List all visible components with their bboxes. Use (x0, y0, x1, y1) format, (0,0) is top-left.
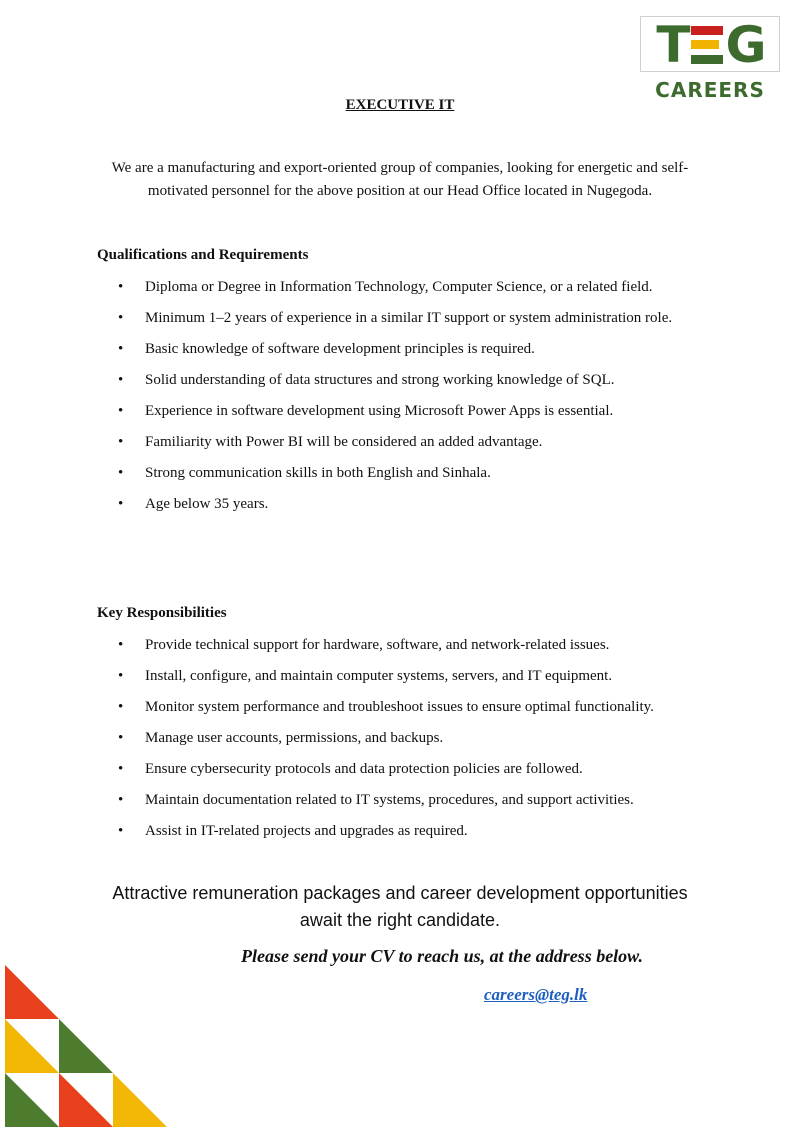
list-item (97, 821, 707, 841)
list-item (97, 697, 707, 717)
qualifications-list (97, 277, 707, 525)
intro-paragraph: We are a manufacturing and export-oriented group of companies, looking for energetic and self-motivated personnel for the above position at our Head Office located in Nugegoda. (111, 160, 689, 199)
list-item (97, 432, 707, 452)
remuneration-statement: Attractive remuneration packages and career development opportunities await the right candidate. (112, 883, 688, 930)
list-item (97, 759, 707, 779)
list-item-text: Provide technical support for hardware, software, and network-related issues. (145, 637, 610, 653)
list-item (97, 339, 707, 359)
list-item-text: Experience in software development using Microsoft Power Apps is essential. (145, 403, 614, 419)
list-item-text: Monitor system performance and troubleshoot issues to ensure optimal functionality. (145, 699, 654, 715)
bullet-icon: • (118, 465, 124, 481)
bullet-icon: • (118, 403, 124, 419)
bullet-icon: • (118, 637, 124, 653)
bullet-icon: • (118, 823, 124, 839)
bullet-icon: • (118, 792, 124, 808)
list-item (97, 308, 707, 328)
list-item-text: Basic knowledge of software development principles is required. (145, 341, 535, 357)
logo-striped-e-icon (691, 25, 725, 65)
corner-triangles-pattern-icon (0, 963, 170, 1131)
list-item-text: Install, configure, and maintain computer systems, servers, and IT equipment. (145, 668, 613, 684)
bullet-icon: • (118, 699, 124, 715)
bullet-icon: • (118, 310, 124, 326)
responsibilities-list (97, 635, 707, 852)
list-item (97, 635, 707, 655)
bullet-icon: • (118, 730, 124, 746)
responsibilities-heading: Key Responsibilities (97, 605, 227, 621)
bullet-icon: • (118, 668, 124, 684)
bullet-icon: • (118, 761, 124, 777)
qualifications-heading: Qualifications and Requirements (97, 247, 309, 263)
bullet-icon: • (118, 496, 124, 512)
email-link[interactable]: careers@teg.lk (484, 985, 588, 1004)
send-cv-instruction: Please send your CV to reach us, at the address below. (241, 946, 644, 966)
bullet-icon: • (118, 372, 124, 388)
list-item (97, 666, 707, 686)
list-item (97, 277, 707, 297)
logo-letter-g: G (725, 16, 766, 74)
list-item-text: Maintain documentation related to IT systems, procedures, and support activities. (145, 792, 634, 808)
list-item-text: Assist in IT-related projects and upgrades as required. (145, 823, 468, 839)
logo-box (640, 16, 780, 72)
list-item (97, 401, 707, 421)
logo-letter-t: T (656, 16, 690, 74)
list-item (97, 494, 707, 514)
list-item-text: Strong communication skills in both English and Sinhala. (145, 465, 491, 481)
page-title: EXECUTIVE IT (345, 97, 455, 113)
logo-tagline: CAREERS (655, 78, 765, 102)
logo-wordmark (643, 17, 779, 73)
list-item (97, 463, 707, 483)
list-item-text: Diploma or Degree in Information Technology, Computer Science, or a related field. (145, 279, 653, 295)
list-item-text: Minimum 1–2 years of experience in a similar IT support or system administration role. (145, 310, 673, 326)
list-item (97, 790, 707, 810)
list-item-text: Manage user accounts, permissions, and backups. (145, 730, 444, 746)
teg-careers-logo (640, 16, 780, 102)
bullet-icon: • (118, 279, 124, 295)
list-item-text: Solid understanding of data structures and strong working knowledge of SQL. (145, 372, 615, 388)
bullet-icon: • (118, 341, 124, 357)
list-item (97, 728, 707, 748)
list-item-text: Age below 35 years. (145, 496, 269, 512)
bullet-icon: • (118, 434, 124, 450)
list-item-text: Familiarity with Power BI will be considered an added advantage. (145, 434, 543, 450)
list-item-text: Ensure cybersecurity protocols and data protection policies are followed. (145, 761, 583, 777)
list-item (97, 370, 707, 390)
